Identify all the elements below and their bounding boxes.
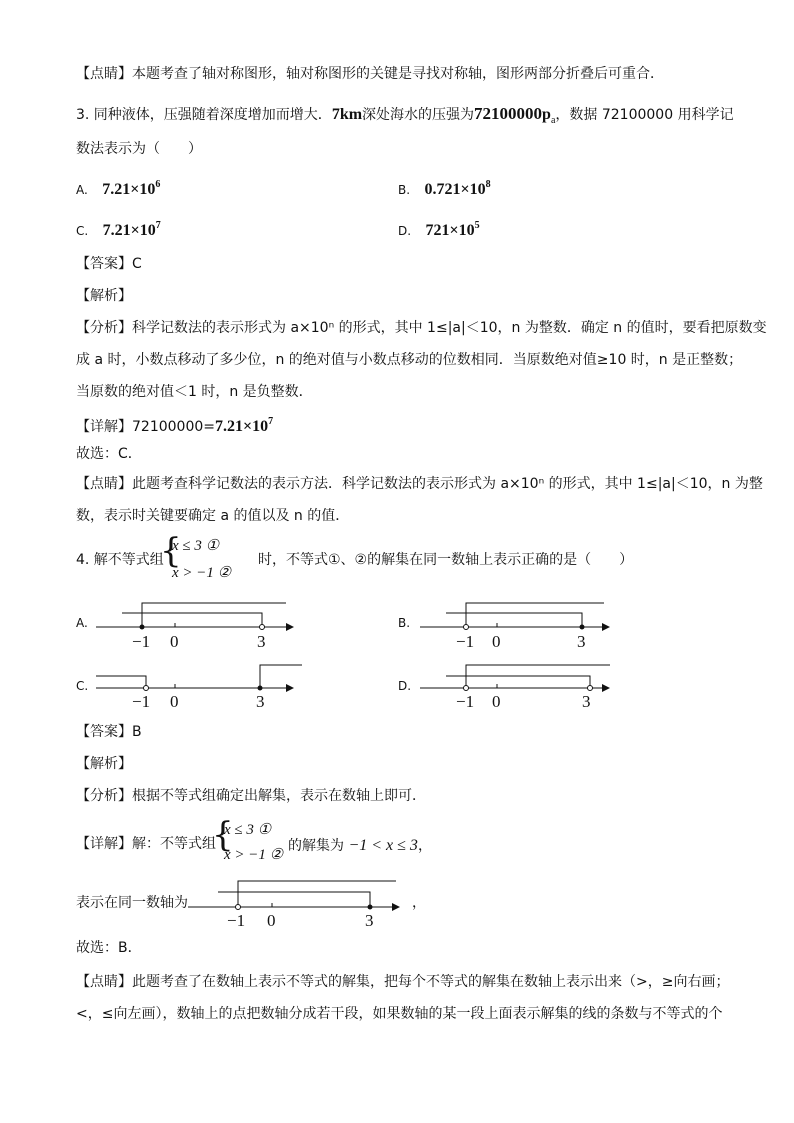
tick-label-d-0: 0: [492, 692, 501, 711]
option-c-label: C.: [76, 224, 89, 238]
option-a-exp: 6: [155, 179, 161, 190]
range-c-right: [260, 665, 302, 688]
q3-pressure: 72100000: [474, 104, 543, 123]
jiexi-3: 【解析】: [76, 288, 132, 304]
option-b-base: 0.721×10: [424, 181, 486, 198]
tick-label-c-0: 0: [170, 692, 179, 711]
axis-solution-arrow: [392, 903, 400, 911]
xiangjie-4-tail: [288, 836, 432, 855]
dianjing-4-line1: 【点睛】此题考查了在数轴上表示不等式的解集，把每个不等式的解集在数轴上表示出来（>，≥向右画；: [76, 974, 730, 990]
tick-label-solution-0: 0: [267, 911, 276, 930]
fenxi-3-line3: 当原数的绝对值＜1 时，n 是负整数．: [76, 384, 313, 400]
q3-prefix: 3. 同种液体，压强随着深度增加而增大．: [76, 107, 332, 123]
xiangjie-4-prefix: 【详解】解：不等式组: [76, 836, 216, 852]
xiangjie-3-base: 7.21×10: [215, 418, 269, 435]
range-solution-left: [218, 892, 370, 907]
answer-4: 【答案】B: [76, 724, 142, 740]
q4-system-brace: {: [160, 531, 182, 571]
answer-3: 【答案】C: [76, 256, 142, 272]
figure-b-label: B.: [398, 616, 411, 630]
tick-label-b-0: 0: [492, 632, 501, 651]
range-c-left: [96, 676, 146, 688]
figure-a-label: A.: [76, 616, 88, 630]
option-c-exp: 7: [155, 220, 161, 231]
represent-prefix: 表示在同一数轴为: [76, 895, 188, 911]
tick-label-b-neg1: −1: [456, 632, 475, 651]
q4-prefix: 4. 解不等式组: [76, 552, 164, 568]
tick-label-c-neg1: −1: [132, 692, 151, 711]
xiangjie-4-brace: {: [212, 815, 234, 855]
xiangjie-4-system-line1: x ≤ 3 ①: [224, 822, 272, 838]
q4-system-line2: x > −1 ②: [172, 565, 232, 581]
tick-label-a-3: 3: [257, 632, 266, 651]
point-d-3: [588, 686, 593, 691]
q3-unit-a: a: [550, 115, 556, 126]
guxuan-4: 故选：B．: [76, 940, 142, 956]
fenxi-3-line1: 【分析】科学记数法的表示形式为 a×10ⁿ 的形式，其中 1≤|a|＜10，n 为整数．确定 n 的值时，要看把原数变: [76, 320, 767, 336]
question-3-stem-line2: 数法表示为（ ）: [76, 141, 202, 157]
fenxi-3-line2: 成 a 时，小数点移动了多少位，n 的绝对值与小数点移动的位数相同．当原数绝对值≥10 时，n 是正整数；: [76, 352, 743, 368]
dianjing-4-line2: <，≤向左画），数轴上的点把数轴分成若干段，如果数轴的某一段上面表示解集的线的条数与不等式的个: [76, 1006, 723, 1022]
number-line-a: [96, 603, 294, 651]
fenxi-4: 【分析】根据不等式组确定出解集，表示在数轴上即可．: [76, 788, 426, 804]
xiangjie-3-prefix: 【详解】72100000=: [76, 419, 215, 435]
number-line-c: [96, 665, 302, 711]
tick-label-solution-3: 3: [365, 911, 374, 930]
dianjing-3-line2: 数，表示时关键要确定 a 的值以及 n 的值．: [76, 508, 350, 524]
point-b-neg1: [464, 625, 469, 630]
guxuan-3: 故选：C．: [76, 446, 142, 462]
axis-a-arrow: [286, 623, 294, 631]
option-a-base: 7.21×10: [102, 181, 156, 198]
q3-depth: 7km: [331, 106, 363, 123]
tick-label-b-3: 3: [577, 632, 586, 651]
option-d-exp: 5: [474, 220, 480, 231]
option-b-label: B.: [398, 183, 411, 197]
option-a-label: A.: [76, 183, 88, 197]
axis-c-arrow: [286, 684, 294, 692]
xiangjie-4-end: ，: [417, 838, 432, 854]
point-a-3: [260, 625, 265, 630]
q3-mid: 深处海水的压强为: [362, 107, 475, 123]
tick-label-c-3: 3: [256, 692, 265, 711]
option-c-base: 7.21×10: [102, 222, 156, 239]
represent-end: ，: [412, 895, 426, 911]
xiangjie-3-exp: 7: [268, 416, 274, 427]
range-a-right: [142, 603, 286, 627]
figure-d-label: D.: [398, 679, 412, 693]
tick-label-d-3: 3: [582, 692, 591, 711]
q4-system-line1: x ≤ 3 ①: [172, 538, 220, 554]
range-b-right: [466, 603, 604, 627]
point-solution-3: [368, 905, 373, 910]
point-d-neg1: [464, 686, 469, 691]
tick-label-d-neg1: −1: [456, 692, 475, 711]
point-solution-neg1: [236, 905, 241, 910]
option-d-label: D.: [398, 224, 412, 238]
range-solution-right: [238, 881, 396, 907]
q3-unit-p: p: [542, 106, 551, 123]
tick-label-a-neg1: −1: [132, 632, 151, 651]
point-c-3: [258, 686, 263, 691]
number-line-solution: [188, 881, 400, 930]
xiangjie-4-result: −1 < x ≤ 3: [348, 837, 418, 854]
dianjing-3-line1: 【点睛】此题考查科学记数法的表示方法．科学记数法的表示形式为 a×10ⁿ 的形式，其中 1≤|a|＜10，n 为整: [76, 476, 763, 492]
xiangjie-4-system-line2: x > −1 ②: [224, 847, 284, 863]
option-d-base: 721×10: [425, 222, 475, 239]
axis-d-arrow: [602, 684, 610, 692]
jiexi-4: 【解析】: [76, 756, 132, 772]
point-a-neg1: [140, 625, 145, 630]
option-b-exp: 8: [485, 179, 491, 190]
xiangjie-4-mid: 的解集为: [288, 838, 344, 854]
figure-c-label: C.: [76, 679, 89, 693]
number-line-d: [420, 665, 610, 711]
point-c-neg1: [144, 686, 149, 691]
number-line-b: [420, 603, 610, 651]
q4-suffix: 时，不等式①、②的解集在同一数轴上表示正确的是（ ）: [258, 552, 634, 568]
tick-label-a-0: 0: [170, 632, 179, 651]
dianjing-q2: 【点睛】本题考查了轴对称图形，轴对称图形的关键是寻找对称轴，图形两部分折叠后可重合．: [76, 66, 664, 82]
q3-suffix: ，数据 72100000 用科学记: [555, 107, 734, 123]
axis-b-arrow: [602, 623, 610, 631]
tick-label-solution-neg1: −1: [227, 911, 246, 930]
point-b-3: [580, 625, 585, 630]
